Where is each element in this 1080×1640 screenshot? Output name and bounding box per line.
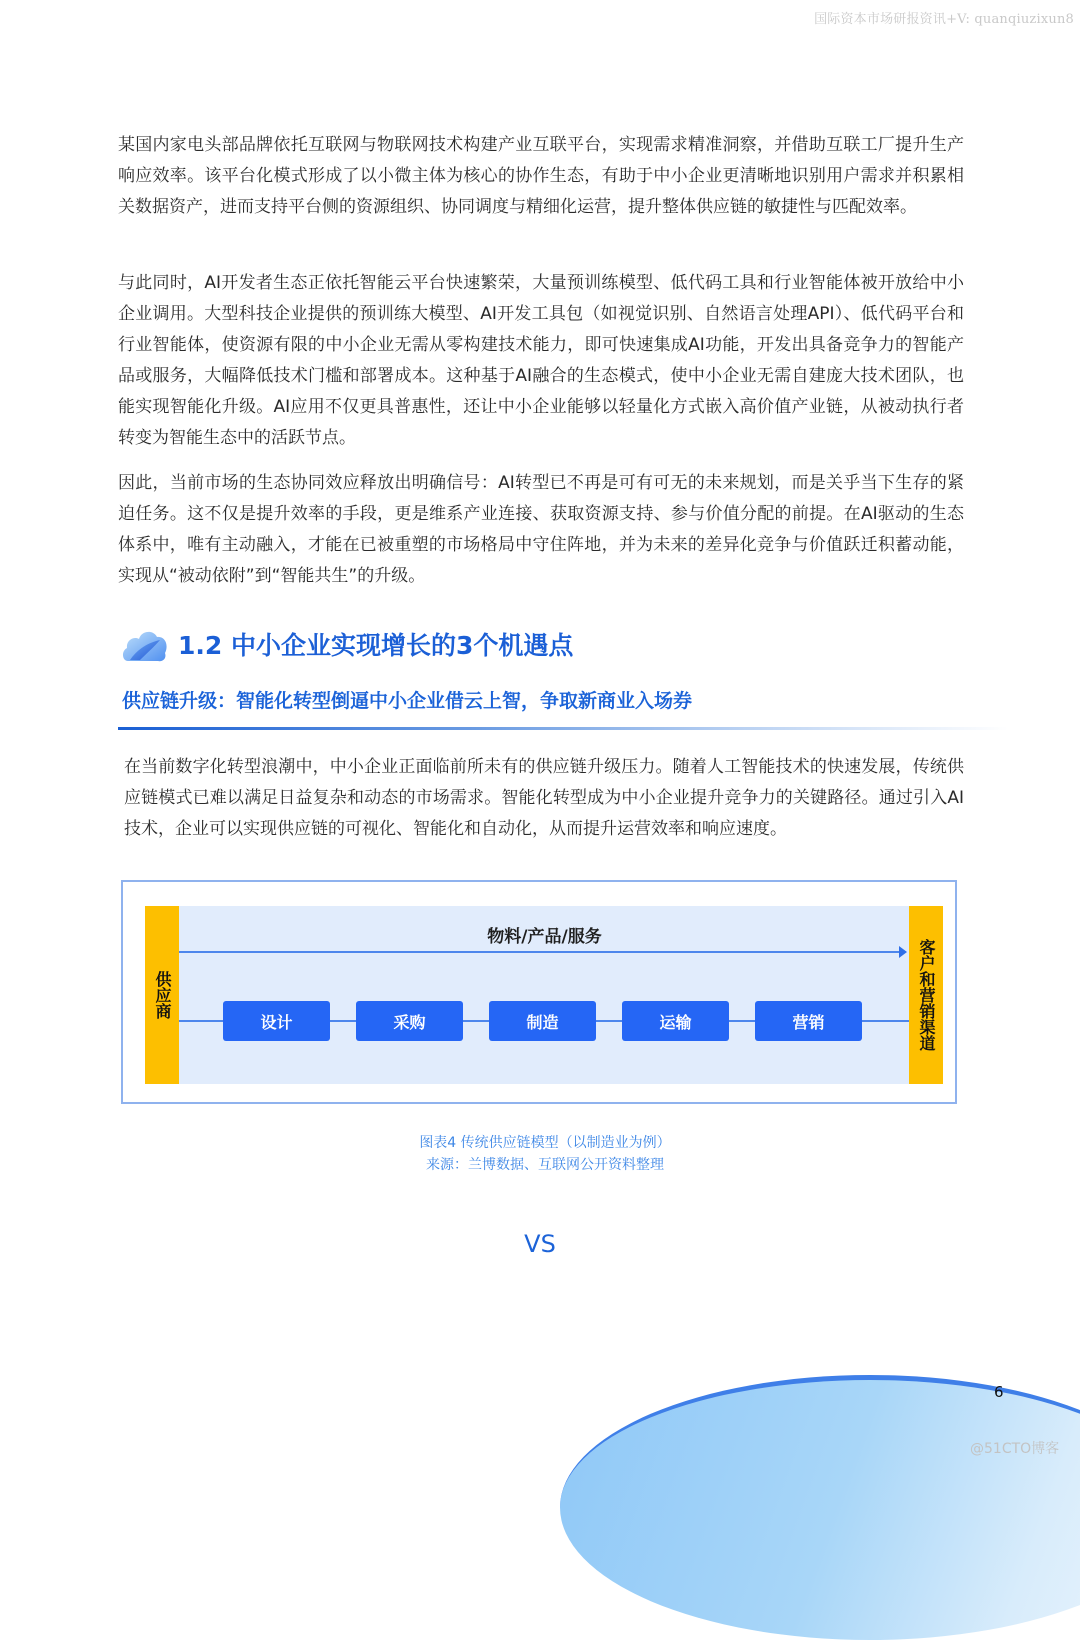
decorative-wave (560, 1375, 1080, 1640)
subsection-title: 供应链升级：智能化转型倒逼中小企业借云上智，争取新商业入场券 (122, 690, 693, 712)
step-manufacturing: 制造 (489, 1001, 596, 1041)
paragraph-1: 某国内家电头部品牌依托互联网与物联网技术构建产业互联平台，实现需求精准洞察，并借助互联工厂提升生产响应效率。该平台化模式形成了以小微主体为核心的协作生态，有助于中小企业更清晰地识别用户需求并积累相关数据资产，进而支持平台侧的资源组织、协同调度与精细化运营，提升整体供应链的敏捷性与匹配效率。 (118, 135, 964, 217)
step-procurement: 采购 (356, 1001, 463, 1041)
flow-label: 物料/产品/服务 (487, 927, 602, 947)
figure-source: 来源：兰博数据、互联网公开资料整理 (426, 1157, 664, 1173)
supplier-label: 供应商 (153, 971, 172, 1019)
section-heading (120, 622, 573, 666)
figure-caption: 图表4 传统供应链模型（以制造业为例） (419, 1135, 671, 1151)
step-transport: 运输 (622, 1001, 729, 1041)
paragraph-3: 因此，当前市场的生态协同效应释放出明确信号：AI转型已不再是可有可无的未来规划，而是关乎当下生存的紧迫任务。这不仅是提升效率的手段，更是维系产业连接、获取资源支持、参与价值分配的前提。在AI驱动的生态体系中，唯有主动融入，才能在已被重塑的市场格局中守住阵地，并为未来的差异化竞争与价值跃迁积蓄动能，实现从“被动依附”到“智能共生”的升级。 (118, 473, 964, 586)
customer-channel-label: 客户和营销渠道 (917, 939, 936, 1051)
section-title: 1.2 中小企业实现增长的3个机遇点 (178, 631, 574, 660)
paragraph-2: 与此同时，AI开发者生态正依托智能云平台快速繁荣，大量预训练模型、低代码工具和行业智能体被开放给中小企业调用。大型科技企业提供的预训练大模型、AI开发工具包（如视觉识别、自然语言处理API）、低代码平台和行业智能体，使资源有限的中小企业无需从零构建技术能力，即可快速集成AI功能，开发出具备竞争力的智能产品或服务，大幅降低技术门槛和部署成本。这种基于AI融合的生态模式，使中小企业无需自建庞大技术团队，也能实现智能化升级。AI应用不仅更具普惠性，还让中小企业能够以轻量化方式嵌入高价值产业链，从被动执行者转变为智能生态中的活跃节点。 (118, 273, 964, 448)
vs-label: VS (524, 1230, 556, 1258)
flow-arrow-line (179, 951, 901, 953)
watermark-top: 国际资本市场研报资讯+V: quanqiuzixun8 (814, 12, 1074, 27)
step-design: 设计 (223, 1001, 330, 1041)
supplier-bar (145, 906, 179, 1084)
cloud-icon (120, 623, 170, 665)
watermark-bottom: @51CTO博客 (970, 1441, 1060, 1457)
customer-channel-bar (909, 906, 943, 1084)
page-number: 6 (994, 1383, 1004, 1401)
subtitle-divider (118, 727, 1008, 730)
section-intro: 在当前数字化转型浪潮中，中小企业正面临前所未有的供应链升级压力。随着人工智能技术的快速发展，传统供应链模式已难以满足日益复杂和动态的市场需求。智能化转型成为中小企业提升竞争力的关键路径。通过引入AI技术，企业可以实现供应链的可视化、智能化和自动化，从而提升运营效率和响应速度。 (124, 757, 964, 839)
step-marketing: 营销 (755, 1001, 862, 1041)
arrow-right-icon (899, 946, 907, 958)
